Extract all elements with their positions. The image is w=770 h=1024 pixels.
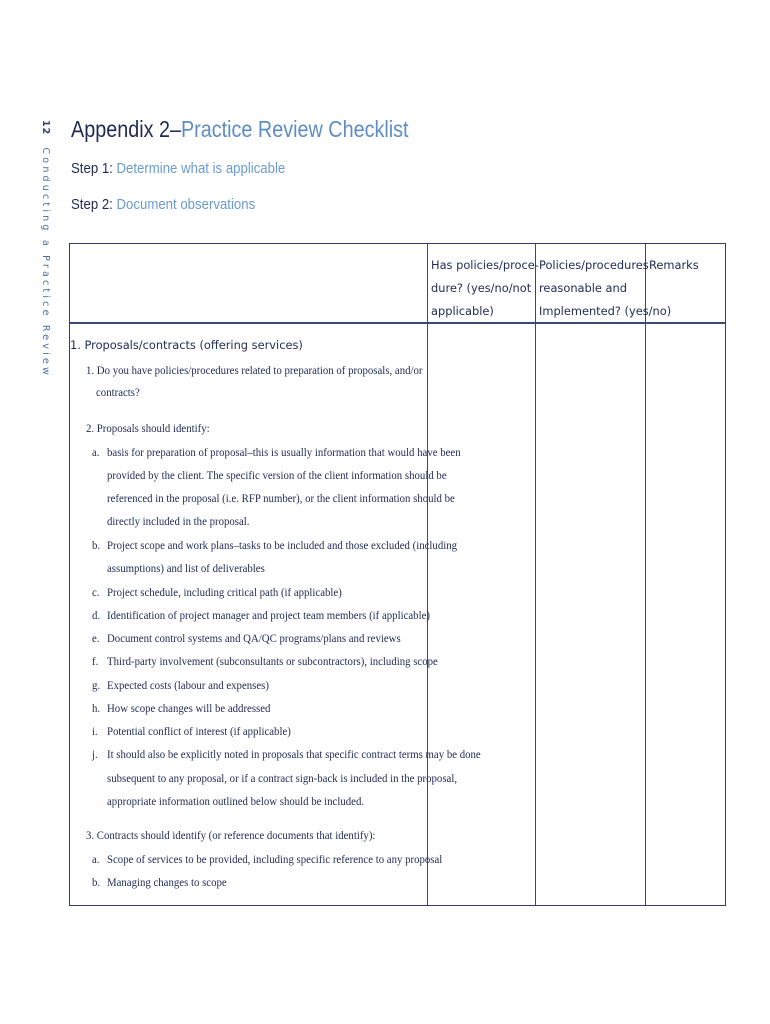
- item-line: subsequent to any proposal, or if a contract sign-back is included in the proposal,: [107, 771, 458, 785]
- item-line: Third-party involvement (subconsultants or subcontractors), including scope: [107, 654, 438, 668]
- question-3: 3. Contracts should identify (or reference documents that identify):: [86, 828, 376, 842]
- step-2-text: Document observations: [116, 196, 256, 213]
- step-1: [71, 160, 285, 177]
- item-line: referenced in the proposal (i.e. RFP number), or the client information should be: [107, 491, 455, 505]
- item-letter: b.: [92, 875, 101, 889]
- item-letter: f.: [92, 654, 99, 668]
- item-line: provided by the client. The specific version of the client information should be: [107, 468, 447, 482]
- running-header: [40, 120, 51, 378]
- item-line: How scope changes will be addressed: [107, 701, 271, 715]
- step-1-text: Determine what is applicable: [116, 160, 286, 177]
- item-letter: a.: [92, 445, 100, 459]
- step-1-label: Step 1:: [71, 160, 113, 177]
- title-prefix: Appendix 2–: [71, 116, 181, 142]
- item-line: Expected costs (labour and expenses): [107, 678, 269, 692]
- item-line: Document control systems and QA/QC programs/plans and reviews: [107, 631, 401, 645]
- column-divider-2: [535, 244, 536, 905]
- item-line: Managing changes to scope: [107, 875, 227, 889]
- header-has-policies: Has policies/proce- dure? (yes/no/not applicable): [431, 258, 539, 318]
- page-title: [71, 116, 409, 143]
- item-letter: i.: [92, 724, 98, 738]
- question-1-line: 1. Do you have policies/procedures related to preparation of proposals, and/or: [86, 363, 423, 377]
- item-line: It should also be explicitly noted in proposals that specific contract terms may be done: [107, 747, 481, 761]
- column-divider-3: [645, 244, 646, 905]
- item-letter: a.: [92, 852, 100, 866]
- item-line: Identification of project manager and project team members (if applicable): [107, 608, 430, 622]
- item-line: assumptions) and list of deliverables: [107, 561, 265, 575]
- step-2-label: Step 2:: [71, 196, 113, 213]
- title-accent: Practice Review Checklist: [180, 116, 409, 142]
- step-2: [71, 196, 255, 213]
- item-letter: b.: [92, 538, 101, 552]
- checklist-table: [69, 243, 726, 906]
- item-line: Scope of services to be provided, including specific reference to any proposal: [107, 852, 443, 866]
- header-reasonable-implemented: Policies/procedures reasonable and Implemented? (yes/no): [539, 258, 672, 318]
- item-letter: j.: [92, 747, 98, 761]
- item-line: Project scope and work plans–tasks to be included and those excluded (including: [107, 538, 458, 552]
- item-line: Potential conflict of interest (if applicable): [107, 724, 291, 738]
- column-divider-1: [427, 244, 428, 905]
- item-line: directly included in the proposal.: [107, 514, 250, 528]
- section-title: 1. Proposals/contracts (offering services): [70, 338, 303, 352]
- item-line: Project schedule, including critical path (if applicable): [107, 585, 342, 599]
- running-header-text: Conducting a Practice Review: [40, 147, 51, 378]
- item-letter: h.: [92, 701, 101, 715]
- item-letter: e.: [92, 631, 100, 645]
- item-line: appropriate information outlined below should be included.: [107, 794, 365, 808]
- item-letter: g.: [92, 678, 101, 692]
- question-1-line: contracts?: [96, 385, 140, 399]
- item-line: basis for preparation of proposal–this is usually information that would have been: [107, 445, 461, 459]
- item-letter: d.: [92, 608, 101, 622]
- header-remarks: Remarks: [649, 258, 699, 272]
- question-2: 2. Proposals should identify:: [86, 421, 210, 435]
- item-letter: c.: [92, 585, 100, 599]
- page-number: 12: [40, 120, 51, 136]
